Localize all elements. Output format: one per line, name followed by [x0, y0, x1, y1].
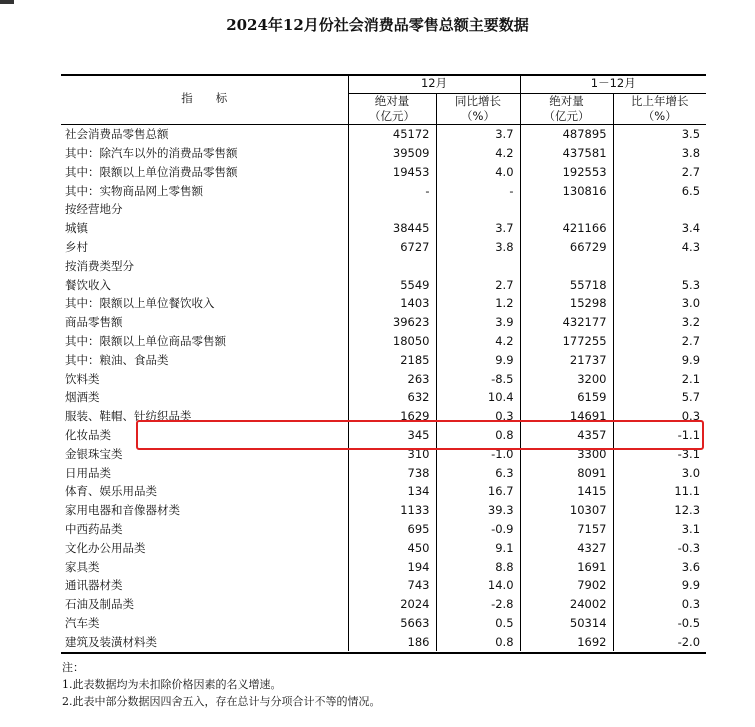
row-ytd-yoy: 11.1 — [674, 484, 701, 499]
row-indicator: 按消费类型分 — [61, 256, 348, 275]
row-ytd-yoy: 3.0 — [681, 465, 701, 480]
row-ytd-yoy: 5.3 — [681, 277, 701, 292]
row-ytd-abs: 10307 — [520, 501, 613, 520]
row-month-yoy — [436, 256, 520, 275]
row-month-abs: 186 — [348, 632, 436, 651]
row-ytd-yoy: 12.3 — [674, 503, 701, 518]
row-month-abs: 345 — [348, 426, 436, 445]
row-indicator: 服装、鞋帽、针纺织品类 — [61, 407, 348, 426]
row-month-abs: 18050 — [348, 332, 436, 351]
row-month-yoy: 0.5 — [436, 614, 520, 633]
row-month-abs: 2024 — [348, 595, 436, 614]
row-ytd-abs: 487895 — [520, 124, 613, 143]
row-ytd-abs: 437581 — [520, 144, 613, 163]
header-abs-month: 绝对量 （亿元） — [348, 93, 436, 124]
notes-label: 注： — [62, 661, 84, 674]
row-month-yoy: 3.8 — [436, 238, 520, 257]
row-ytd-abs: 24002 — [520, 595, 613, 614]
table-bottom-rule — [61, 652, 706, 654]
table-row — [61, 256, 706, 275]
row-ytd-abs: 66729 — [520, 238, 613, 257]
row-indicator: 其中：限额以上单位消费品零售额 — [61, 162, 348, 181]
row-month-abs — [348, 256, 436, 275]
table-row — [61, 501, 706, 520]
row-month-yoy: 6.3 — [436, 463, 520, 482]
row-indicator: 通讯器材类 — [61, 576, 348, 595]
table-row — [61, 557, 706, 576]
row-month-yoy: 9.9 — [436, 350, 520, 369]
row-ytd-yoy: 2.7 — [681, 333, 701, 348]
table-row — [61, 388, 706, 407]
table-row — [61, 632, 706, 651]
page-title: 2024年12月份社会消费品零售总额主要数据 — [226, 16, 529, 34]
row-month-abs: 39623 — [348, 313, 436, 332]
row-month-abs: 19453 — [348, 162, 436, 181]
row-ytd-yoy: -0.3 — [677, 540, 701, 555]
row-month-yoy: 10.4 — [436, 388, 520, 407]
table-row — [61, 144, 706, 163]
row-indicator: 家具类 — [61, 557, 348, 576]
row-month-yoy: 4.2 — [436, 144, 520, 163]
row-ytd-abs: 15298 — [520, 294, 613, 313]
row-ytd-abs — [520, 200, 613, 219]
row-month-yoy: 0.3 — [436, 407, 520, 426]
row-indicator: 其中：限额以上单位餐饮收入 — [61, 294, 348, 313]
row-indicator: 餐饮收入 — [61, 275, 348, 294]
row-indicator: 石油及制品类 — [61, 595, 348, 614]
row-month-abs — [348, 200, 436, 219]
table-row — [61, 162, 706, 181]
table-row — [61, 595, 706, 614]
row-ytd-yoy: 3.0 — [681, 296, 701, 311]
row-ytd-abs: 3300 — [520, 444, 613, 463]
row-month-abs: - — [348, 181, 436, 200]
table-row — [61, 294, 706, 313]
row-ytd-yoy: 3.4 — [681, 221, 701, 236]
row-month-abs: 738 — [348, 463, 436, 482]
table-row — [61, 614, 706, 633]
row-month-yoy: 3.7 — [436, 219, 520, 238]
row-month-abs: 38445 — [348, 219, 436, 238]
row-month-yoy: 2.7 — [436, 275, 520, 294]
header-yoy-month: 同比增长 （%） — [436, 93, 520, 124]
row-indicator: 汽车类 — [61, 614, 348, 633]
row-ytd-yoy: 9.9 — [681, 578, 701, 593]
row-indicator: 其中：限额以上单位商品零售额 — [61, 332, 348, 351]
row-month-yoy: 9.1 — [436, 538, 520, 557]
row-month-yoy: -0.9 — [436, 520, 520, 539]
row-ytd-abs: 6159 — [520, 388, 613, 407]
header-indicator: 指 标 — [61, 74, 348, 124]
row-ytd-abs: 14691 — [520, 407, 613, 426]
table-body — [61, 124, 706, 651]
header-group-month: 12月 — [348, 74, 520, 93]
row-month-abs: 45172 — [348, 124, 436, 143]
row-ytd-yoy: 0.3 — [681, 597, 701, 612]
row-month-abs: 1403 — [348, 294, 436, 313]
row-ytd-abs — [520, 256, 613, 275]
row-indicator: 日用品类 — [61, 463, 348, 482]
header-group-ytd: 1－12月 — [520, 74, 706, 93]
row-ytd-yoy: 4.3 — [681, 239, 701, 254]
row-indicator: 商品零售额 — [61, 313, 348, 332]
row-month-yoy: 0.8 — [436, 632, 520, 651]
row-indicator: 金银珠宝类 — [61, 444, 348, 463]
row-ytd-yoy: 3.6 — [681, 559, 701, 574]
row-indicator: 其中：粮油、食品类 — [61, 350, 348, 369]
row-indicator: 体育、娱乐用品类 — [61, 482, 348, 501]
row-month-yoy: 3.9 — [436, 313, 520, 332]
table-row — [61, 313, 706, 332]
row-month-yoy: - — [436, 181, 520, 200]
row-ytd-yoy: 3.8 — [681, 145, 701, 160]
table-row — [61, 124, 706, 143]
table-row — [61, 200, 706, 219]
row-month-abs: 1629 — [348, 407, 436, 426]
row-month-yoy: 3.7 — [436, 124, 520, 143]
row-ytd-abs: 192553 — [520, 162, 613, 181]
row-ytd-abs: 50314 — [520, 614, 613, 633]
table-row — [61, 350, 706, 369]
row-ytd-abs: 1691 — [520, 557, 613, 576]
row-ytd-abs: 55718 — [520, 275, 613, 294]
row-ytd-abs: 4357 — [520, 426, 613, 445]
row-month-yoy: 14.0 — [436, 576, 520, 595]
row-month-abs: 194 — [348, 557, 436, 576]
highlight-box-cosmetics-row — [136, 420, 704, 450]
row-indicator: 乡村 — [61, 238, 348, 257]
row-month-abs: 263 — [348, 369, 436, 388]
table-row — [61, 538, 706, 557]
row-ytd-yoy: 3.1 — [681, 521, 701, 536]
row-ytd-abs: 7157 — [520, 520, 613, 539]
table-row — [61, 275, 706, 294]
row-indicator: 其中：实物商品网上零售额 — [61, 181, 348, 200]
row-ytd-yoy: -0.5 — [677, 615, 701, 630]
header-abs-ytd: 绝对量 （亿元） — [520, 93, 613, 124]
row-ytd-abs: 3200 — [520, 369, 613, 388]
note-2: 2.此表中部分数据因四舍五入，存在总计与分项合计不等的情况。 — [62, 695, 381, 708]
row-ytd-yoy — [613, 256, 706, 275]
row-ytd-yoy: -2.0 — [677, 634, 701, 649]
row-indicator: 按经营地分 — [61, 200, 348, 219]
table-row — [61, 332, 706, 351]
row-ytd-yoy: 9.9 — [681, 352, 701, 367]
row-ytd-abs: 1692 — [520, 632, 613, 651]
row-indicator: 饮料类 — [61, 369, 348, 388]
table-row — [61, 463, 706, 482]
retail-sales-table — [61, 74, 706, 651]
row-indicator: 社会消费品零售总额 — [61, 124, 348, 143]
row-month-yoy: 1.2 — [436, 294, 520, 313]
corner-mark — [0, 0, 14, 4]
row-month-yoy: 39.3 — [436, 501, 520, 520]
row-ytd-yoy: 6.5 — [681, 183, 701, 198]
row-indicator: 其中：除汽车以外的消费品零售额 — [61, 144, 348, 163]
row-ytd-abs: 130816 — [520, 181, 613, 200]
row-month-abs: 632 — [348, 388, 436, 407]
row-month-abs: 743 — [348, 576, 436, 595]
row-month-yoy — [436, 200, 520, 219]
row-month-abs: 450 — [348, 538, 436, 557]
row-month-yoy: -8.5 — [436, 369, 520, 388]
row-ytd-abs: 432177 — [520, 313, 613, 332]
row-month-yoy: 8.8 — [436, 557, 520, 576]
footnotes — [62, 659, 381, 710]
table-row — [61, 238, 706, 257]
row-ytd-abs: 421166 — [520, 219, 613, 238]
row-ytd-yoy — [613, 200, 706, 219]
row-month-abs: 39509 — [348, 144, 436, 163]
row-ytd-yoy: -3.1 — [677, 446, 701, 461]
row-ytd-abs: 1415 — [520, 482, 613, 501]
row-indicator: 城镇 — [61, 219, 348, 238]
row-ytd-abs: 8091 — [520, 463, 613, 482]
row-month-yoy: 0.8 — [436, 426, 520, 445]
row-month-abs: 6727 — [348, 238, 436, 257]
row-ytd-yoy: -1.1 — [677, 427, 701, 442]
table-row — [61, 576, 706, 595]
row-ytd-yoy: 2.1 — [681, 371, 701, 386]
table-row — [61, 181, 706, 200]
row-month-abs: 2185 — [348, 350, 436, 369]
row-month-abs: 1133 — [348, 501, 436, 520]
row-ytd-abs: 4327 — [520, 538, 613, 557]
row-indicator: 化妆品类 — [61, 426, 348, 445]
row-ytd-yoy: 5.7 — [681, 390, 701, 405]
row-indicator: 烟酒类 — [61, 388, 348, 407]
note-1: 1.此表数据均为未扣除价格因素的名义增速。 — [62, 678, 282, 691]
row-month-abs: 5663 — [348, 614, 436, 633]
row-ytd-abs: 21737 — [520, 350, 613, 369]
row-month-abs: 310 — [348, 444, 436, 463]
row-month-yoy: -1.0 — [436, 444, 520, 463]
table-row — [61, 520, 706, 539]
table-row — [61, 369, 706, 388]
row-month-abs: 5549 — [348, 275, 436, 294]
row-ytd-yoy: 2.7 — [681, 164, 701, 179]
row-month-yoy: 4.0 — [436, 162, 520, 181]
row-ytd-yoy: 0.3 — [681, 409, 701, 424]
row-ytd-yoy: 3.2 — [681, 315, 701, 330]
table-row — [61, 219, 706, 238]
row-ytd-yoy: 3.5 — [681, 127, 701, 142]
row-indicator: 文化办公用品类 — [61, 538, 348, 557]
table-row — [61, 482, 706, 501]
row-indicator: 中西药品类 — [61, 520, 348, 539]
row-month-yoy: 4.2 — [436, 332, 520, 351]
row-indicator: 家用电器和音像器材类 — [61, 501, 348, 520]
header-yoy-ytd: 比上年增长 （%） — [613, 93, 706, 124]
row-month-abs: 695 — [348, 520, 436, 539]
row-indicator: 建筑及装潢材料类 — [61, 632, 348, 651]
row-ytd-abs: 7902 — [520, 576, 613, 595]
row-ytd-abs: 177255 — [520, 332, 613, 351]
row-month-abs: 134 — [348, 482, 436, 501]
row-month-yoy: 16.7 — [436, 482, 520, 501]
row-month-yoy: -2.8 — [436, 595, 520, 614]
